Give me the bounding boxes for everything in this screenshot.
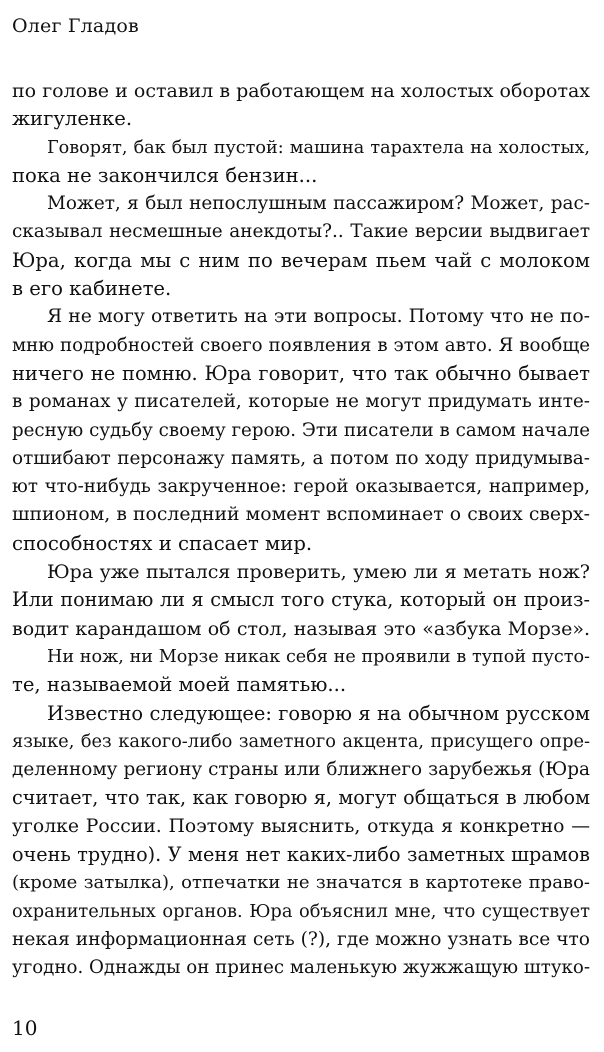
text-line: в романах у писателей, которые не могут придумать инте-: [12, 391, 590, 413]
text-line: Говорят, бак был пустой: машина тарахтела на холостых,: [47, 137, 590, 158]
text-line: водит карандашом об стол, называя это «азбука Морзе».: [12, 617, 590, 640]
running-header: Олег Гладов: [12, 15, 139, 37]
text-line: считает, что так, как говорю я, могут общаться в любом: [12, 786, 590, 810]
text-line: Известно следующее: говорю я на обычном русском: [47, 701, 590, 725]
text-line: Я не могу ответить на эти вопросы. Потому что не по-: [47, 306, 590, 328]
page-number: 10: [12, 1016, 38, 1040]
text-line: сказывал несмешные анекдоты?.. Такие версии выдвигает: [12, 221, 590, 243]
text-line: Может, я был непослушным пассажиром? Может, рас-: [47, 193, 590, 215]
text-line: Ни нож, ни Морзе никак себя не проявили в тупой пусто-: [47, 646, 590, 667]
text-line: уголке России. Поэтому выяснить, откуда я конкретно —: [12, 815, 590, 837]
text-line: в его кабинете.: [12, 277, 172, 301]
text-line: жигуленке.: [12, 107, 133, 131]
text-line: деленному региону страны или ближнего зарубежья (Юра: [12, 759, 590, 781]
text-line: шпионом, в последний момент вспоминает о своих сверх-: [12, 504, 590, 526]
text-line: языке, без какого-либо заметного акцента, присущего опре-: [12, 730, 590, 752]
text-line: очень трудно). У меня нет каких-либо заметных шрамов: [12, 843, 590, 867]
text-line: способностях и спасает мир.: [12, 531, 313, 555]
text-line: охранительных органов. Юра объяснил мне, что существует: [12, 900, 590, 922]
text-line: ют что-нибудь закрученное: герой оказывается, например,: [12, 476, 590, 498]
text-line: (кроме затылка), отпечатки не значатся в картотеке право-: [12, 872, 590, 894]
text-line: угодно. Однажды он принес маленькую жужжащую штуко-: [12, 957, 590, 979]
text-line: Или понимаю ли я смысл того стука, который он произ-: [12, 588, 590, 612]
text-line: Юра уже пытался проверить, умею ли я метать нож?: [47, 561, 590, 584]
body-text: [12, 77, 590, 983]
text-line: по голове и оставил в работающем на холостых оборотах: [12, 80, 590, 102]
text-line: Юра, когда мы с ним по вечерам пьем чай с молоком: [12, 248, 590, 272]
text-line: пока не закончился бензин...: [12, 163, 318, 187]
text-line: ресную судьбу своему герою. Эти писатели в самом начале: [12, 419, 590, 441]
text-line: мню подробностей своего появления в этом авто. Я вообще: [12, 334, 590, 356]
text-line: отшибают персонажу память, а потом по ходу придумыва-: [12, 447, 590, 469]
text-line: те, называемой моей памятью...: [12, 673, 347, 697]
text-line: некая информационная сеть (?), где можно узнать все что: [12, 928, 590, 950]
text-line: ничего не помню. Юра говорит, что так обычно бывает: [12, 361, 590, 385]
